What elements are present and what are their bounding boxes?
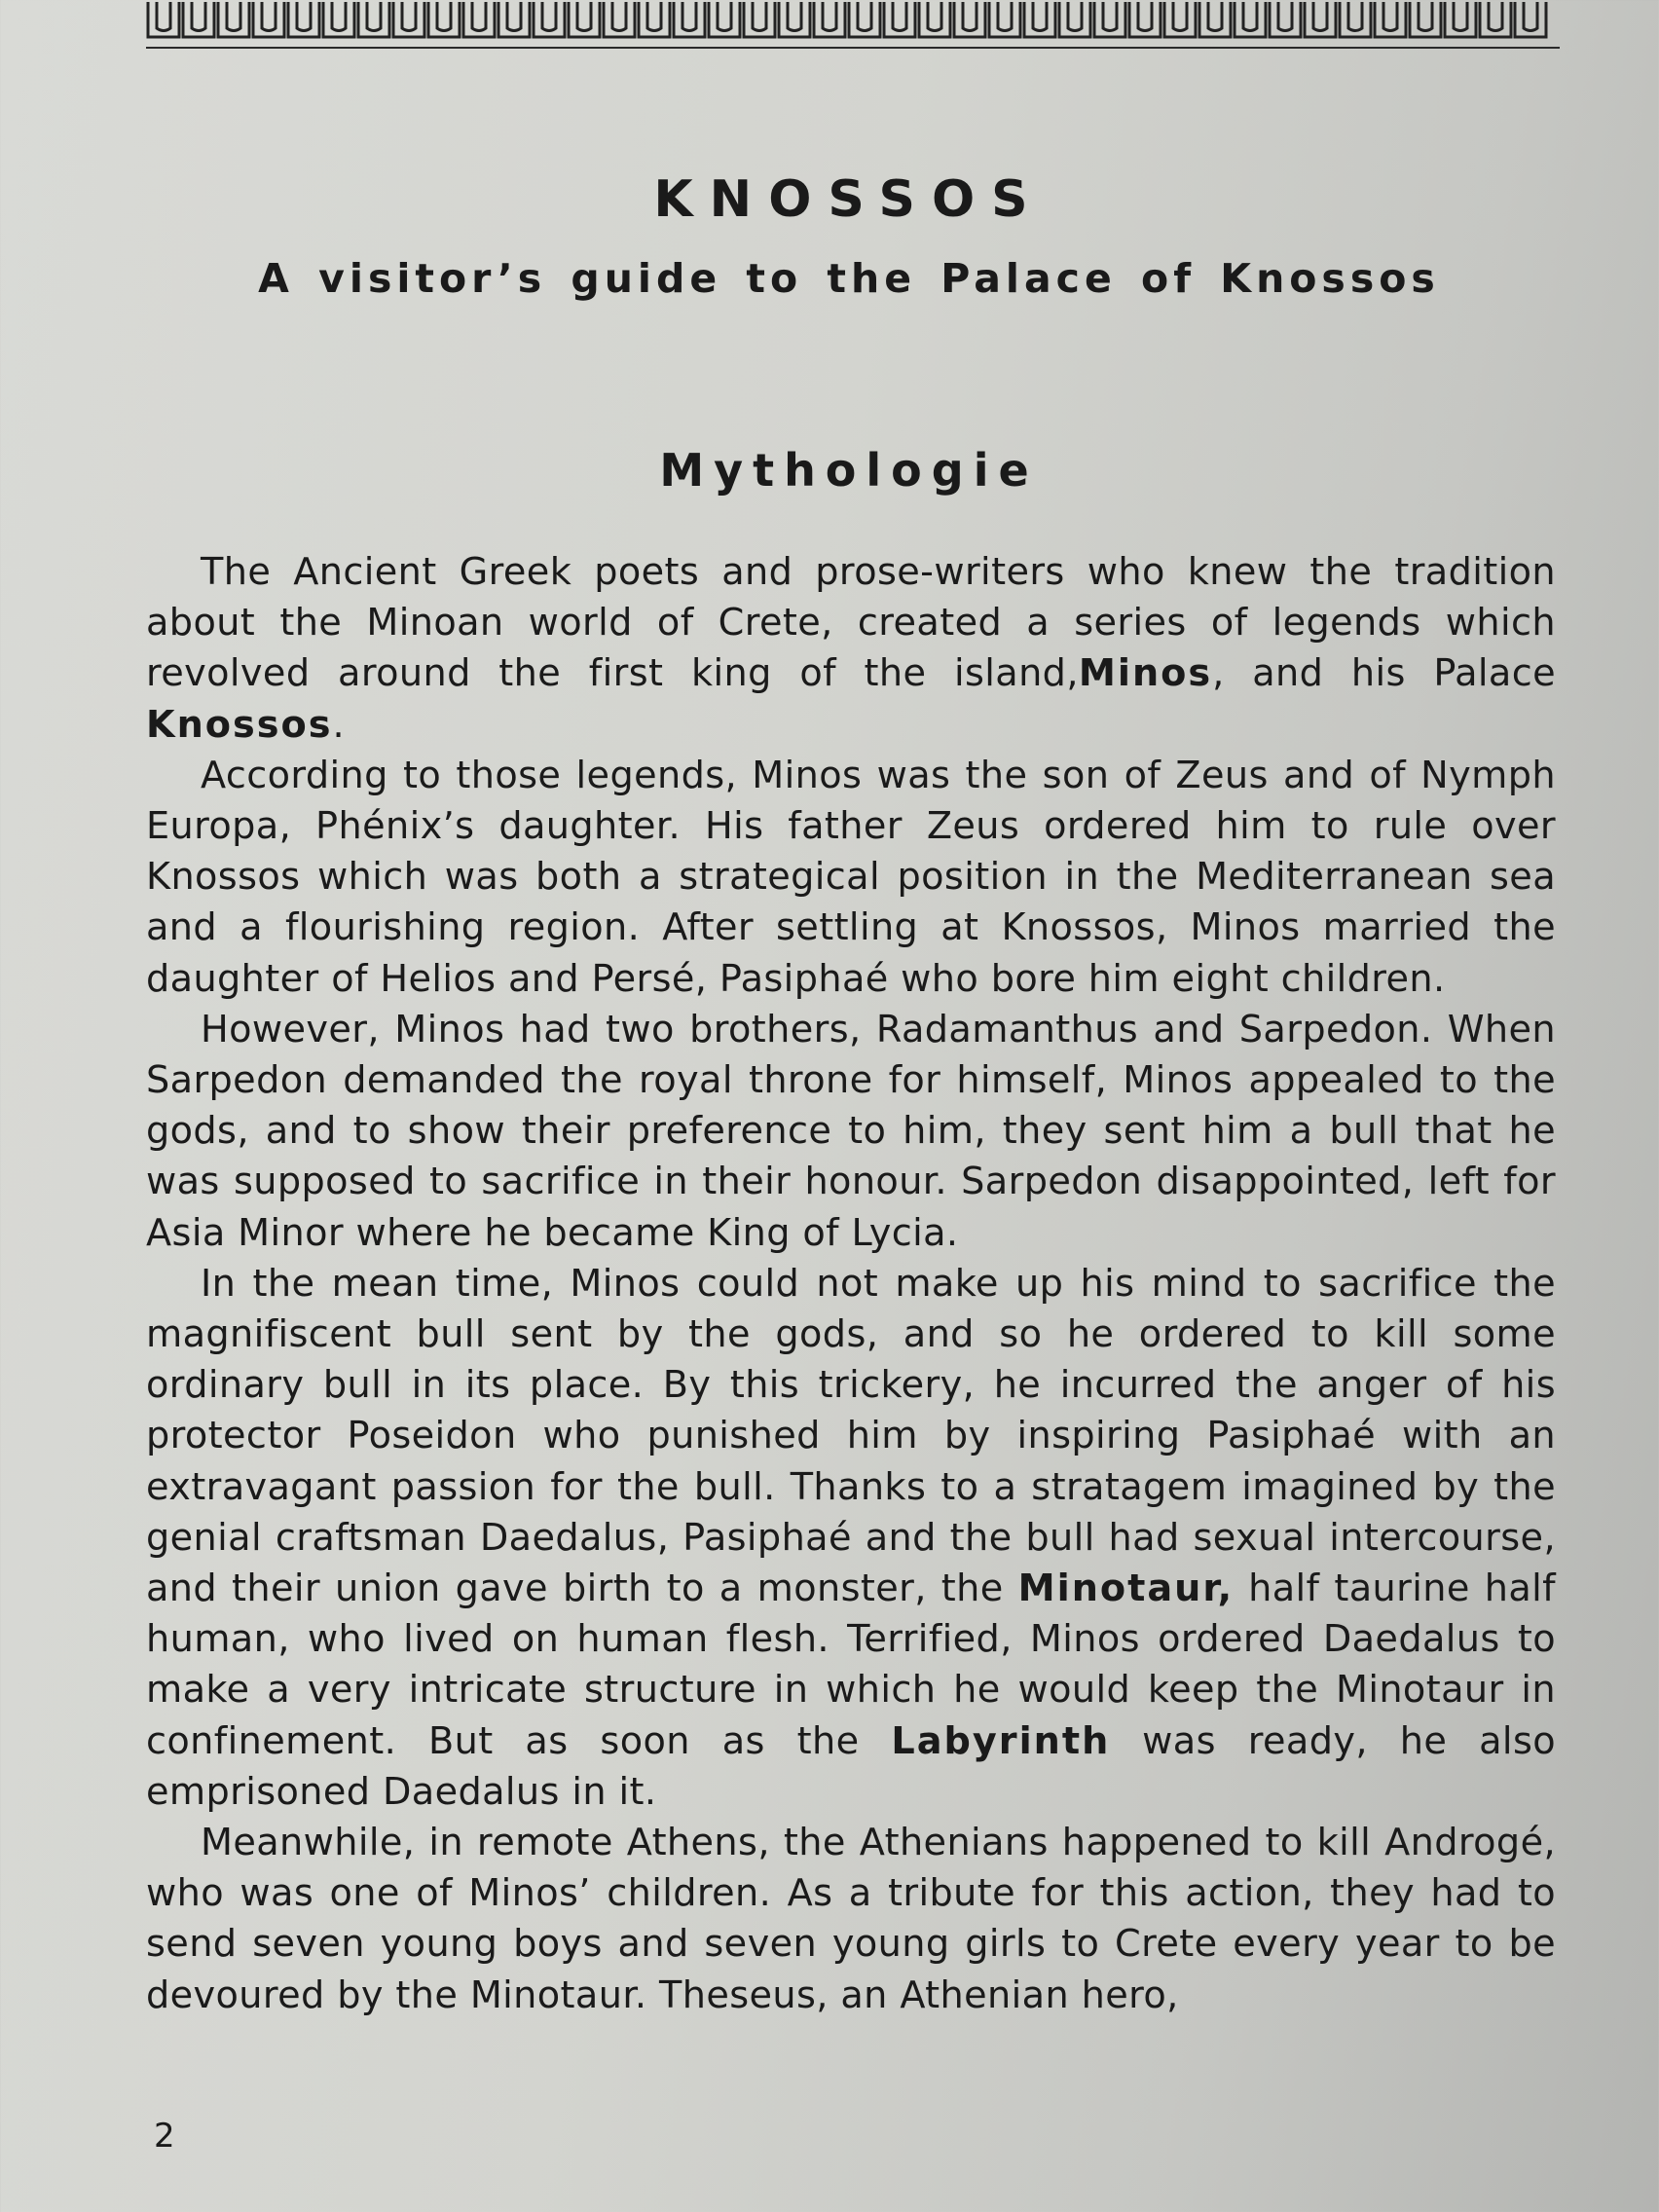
border-motif [893, 2, 906, 31]
paragraph-4-text-3: was ready, he also emprisoned Daedalus in it. [146, 1719, 1557, 1814]
border-motif [472, 2, 486, 31]
name-minos: Minos [1078, 652, 1213, 696]
border-motif [1383, 2, 1397, 31]
name-knossos: Knossos [146, 703, 333, 747]
paragraph-3: However, Minos had two brothers, Radamanthus and Sarpedon. When Sarpedon demanded the royal throne for himself, Minos appealed to the gods, and to show their preference to him, they sent him a bull that he was supposed to sacrifice in their honour. Sarpedon disappointed, left for Asia Minor where he became King of Lycia. [146, 1008, 1556, 1255]
border-motif [1138, 2, 1152, 31]
border-motif [542, 2, 556, 31]
border-motif [1489, 2, 1502, 31]
paragraph-1-text-3: . [332, 703, 345, 747]
border-motif [1208, 2, 1222, 31]
border-motif [647, 2, 661, 31]
border-motif [963, 2, 977, 31]
paragraph-1 [146, 547, 1556, 751]
border-motif [858, 2, 871, 31]
border-motif [823, 2, 836, 31]
border-motif [1524, 2, 1537, 31]
paragraph-4-text-1: In the mean time, Minos could not make up his mind to sacrifice the magnifiscent bull sent by the gods, and so he ordered to kill some ordinary bull in its place. By this trickery, he incurred the anger of his protector Poseidon who punished him by inspiring Pasiphaé with an extravagant passion for the bull. Thanks to a stratagem imagined by the genial craftsman Daedalus, Pasiphaé and the bull had sexual intercourse, and their union gave birth to a monster, the [146, 1262, 1556, 1611]
paragraph-4 [146, 1259, 1556, 1818]
border-motif [577, 2, 591, 31]
border-motif [788, 2, 801, 31]
border-motif [1068, 2, 1082, 31]
page-number: 2 [154, 2117, 175, 2156]
border-motif [753, 2, 766, 31]
border-motif [402, 2, 416, 31]
border-motif [1278, 2, 1292, 31]
name-minotaur: Minotaur, [1017, 1567, 1235, 1611]
border-motif [718, 2, 731, 31]
border-motif [928, 2, 941, 31]
name-labyrinth: Labyrinth [891, 1719, 1111, 1763]
greek-key-border [146, 0, 1550, 41]
border-motif [612, 2, 626, 31]
border-motif [1419, 2, 1432, 31]
border-motif [262, 2, 276, 31]
paragraph-1-text-2: , and his Palace [1212, 652, 1556, 696]
page-title: KNOSSOS [653, 169, 1045, 229]
border-motif [998, 2, 1012, 31]
border-motif [227, 2, 240, 31]
border-motif [682, 2, 696, 31]
border-rule [146, 47, 1560, 49]
border-motif [1454, 2, 1467, 31]
page-subtitle: A visitor’s guide to the Palace of Knossos [258, 255, 1440, 302]
border-motif [1103, 2, 1117, 31]
border-motif [332, 2, 346, 31]
paragraph-5: Meanwhile, in remote Athens, the Athenians happened to kill Androgé, who was one of Minos’ children. As a tribute for this action, they had to send seven young boys and seven young girls to Crete every year to be devoured by the Minotaur. Theseus, an Athenian hero, [146, 1822, 1556, 2017]
border-motif [367, 2, 381, 31]
border-motif [157, 2, 170, 31]
border-motif [192, 2, 205, 31]
border-motif [1313, 2, 1327, 31]
paragraph-1-text-1: The Ancient Greek poets and prose-writers who knew the tradition about the Minoan world of Crete, created a series of legends which revolved around the first king of the island, [146, 551, 1556, 696]
border-motif [297, 2, 311, 31]
paragraph-4-text-2: half taurine half human, who lived on human flesh. Terrified, Minos ordered Daedalus to make a very intricate structure in which he would keep the Minotaur in confinement. But as soon as the [146, 1567, 1556, 1763]
section-title: Mythologie [659, 444, 1039, 498]
body-text [146, 547, 1556, 2021]
border-motif [507, 2, 521, 31]
border-motif [1243, 2, 1257, 31]
border-motif [1033, 2, 1047, 31]
paragraph-2: According to those legends, Minos was the son of Zeus and of Nymph Europa, Phénix’s daughter. His father Zeus ordered him to rule over Knossos which was both a strategical position in the Mediterranean sea and a flourishing region. After settling at Knossos, Minos married the daughter of Helios and Persé, Pasiphaé who bore him eight children. [146, 754, 1556, 1001]
border-motif [437, 2, 451, 31]
border-motif [1173, 2, 1187, 31]
border-motif [1348, 2, 1362, 31]
